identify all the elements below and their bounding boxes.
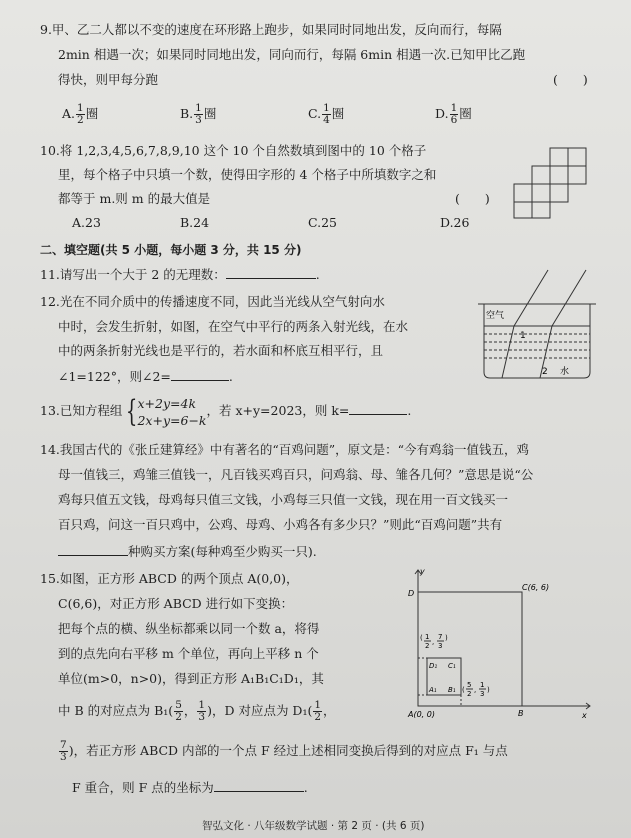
coordinate-figure <box>396 566 596 718</box>
q11-answer-blank[interactable] <box>226 266 316 279</box>
q12-text: ∠1=122°，则∠2= <box>58 369 171 384</box>
option-label: D. <box>435 106 449 121</box>
x-axis-label: x <box>582 711 587 718</box>
point-b-label: B <box>518 709 524 718</box>
q9-line3: 得快，则甲每分跑 <box>58 72 159 87</box>
fraction: $\frac{1}{2}$ <box>77 102 84 126</box>
b1-coord-label <box>462 681 490 698</box>
q15-text-2: )，D 对应点为 D₁( <box>207 703 313 718</box>
page-footer: 智弘文化 · 八年级数学试题 · 第 2 页 · (共 6 页) <box>202 820 425 832</box>
fraction: $\frac{1}{3}$ <box>198 699 206 723</box>
q15-text: 中 B 的对应点为 B₁( <box>58 703 174 718</box>
comma: ， <box>183 703 197 718</box>
q10-line3: 都等于 m.则 m 的最大值是 <box>58 191 211 206</box>
svg-text:): ) <box>445 634 448 642</box>
q9-option-d[interactable] <box>435 103 472 126</box>
q15-line8 <box>72 779 308 796</box>
equation-2: 2x+y=6−k <box>137 412 207 428</box>
period: . <box>303 780 308 795</box>
q15-answer-blank[interactable] <box>214 779 304 792</box>
q12-answer-blank[interactable] <box>171 368 229 381</box>
q14-line5 <box>58 543 317 560</box>
option-unit: 圈 <box>85 106 99 121</box>
point-d-label: D <box>408 589 415 598</box>
svg-text:2: 2 <box>425 642 430 650</box>
svg-text:2: 2 <box>467 690 472 698</box>
q9-line2: 2min 相遇一次；如果同时同地出发，同向而行，每隔 6min 相遇一次.已知甲比乙跑 <box>58 47 526 62</box>
q10-option-a[interactable]: A.23 <box>72 215 101 230</box>
q10-option-c[interactable]: C.25 <box>308 215 337 230</box>
q14-line3: 鸡每只值五文钱，母鸡每只值三文钱，小鸡每三只值一文钱，现在用一百文钱买一 <box>58 492 509 507</box>
equation-system <box>137 395 206 429</box>
equation-1: x+2y=4k <box>137 395 197 411</box>
q10-option-b[interactable]: B.24 <box>180 215 210 230</box>
q12-line3: 中的两条折射光线也是平行的，若水面和杯底互相平行，且 <box>58 343 384 358</box>
q15-text-4: F 重合，则 F 点的坐标为 <box>72 780 214 795</box>
q12-line1: 12.光在不同介质中的传播速度不同，因此当光线从空气射向水 <box>40 294 385 309</box>
q11-text: 11.请写出一个大于 2 的无理数： <box>40 267 226 282</box>
fraction: $\frac{5}{2}$ <box>175 699 182 723</box>
angle-1-label: 1 <box>520 331 526 341</box>
q9-option-c[interactable] <box>308 103 344 126</box>
q9-answer-paren: ( ) <box>553 72 588 87</box>
point-c1-label: C₁ <box>448 662 456 670</box>
fraction: $\frac{7}{3}$ <box>60 739 67 763</box>
svg-text:1: 1 <box>480 681 485 689</box>
fraction: $\frac{1}{6}$ <box>450 102 458 126</box>
refraction-figure <box>476 268 598 388</box>
fraction: $\frac{1}{4}$ <box>323 102 330 126</box>
svg-text:3: 3 <box>480 690 485 698</box>
q10-line1: 10.将 1,2,3,4,5,6,7,8,9,10 这个 10 个自然数填到图中的 10 个格子 <box>40 143 427 158</box>
q14-text: 种购买方案(每种鸡至少购买一只). <box>128 544 317 559</box>
q15-line5: 单位(m>0，n>0)，得到正方形 A₁B₁C₁D₁，其 <box>58 671 324 686</box>
q15-line1: 15.如图，正方形 ABCD 的两个顶点 A(0,0)， <box>40 571 299 586</box>
brace: { <box>126 393 138 429</box>
q15-line4: 到的点先向右平移 m 个单位，再向上平移 n 个 <box>58 646 319 661</box>
fraction: $\frac{1}{3}$ <box>195 102 202 126</box>
q14-line2: 母一值钱三，鸡雏三值钱一，凡百钱买鸡百只，问鸡翁、母、雏各几何？”意思是说“公 <box>58 467 534 482</box>
q9-option-a[interactable] <box>62 103 98 126</box>
svg-text:(: ( <box>420 634 423 642</box>
d1-coord-label <box>420 633 448 650</box>
q10-line2: 里，每个格子中只填一个数，使得田字形的 4 个格子中所填数字之和 <box>58 167 437 182</box>
period: . <box>407 403 412 418</box>
svg-text:7: 7 <box>438 633 443 641</box>
label-water: 水 <box>560 367 570 377</box>
q14-line4: 百只鸡，问这一百只鸡中，公鸡、母鸡、小鸡各有多少只？”则此“百鸡问题”共有 <box>58 517 503 532</box>
section-heading: 二、填空题(共 5 小题，每小题 3 分，共 15 分) <box>40 243 302 257</box>
q9-option-b[interactable] <box>180 103 216 126</box>
period: . <box>315 267 320 282</box>
grid-figure <box>512 147 588 219</box>
option-label: A. <box>62 106 76 121</box>
y-axis-label: y <box>420 567 425 576</box>
period: . <box>228 369 233 384</box>
point-d1-label: D₁ <box>429 662 438 670</box>
option-label: B. <box>180 106 194 121</box>
q15-line3: 把每个点的横、纵坐标都乘以同一个数 a，将得 <box>58 621 320 636</box>
q13-line <box>40 393 411 429</box>
q15-line7 <box>58 738 508 764</box>
svg-text:1: 1 <box>425 633 430 641</box>
svg-text:,: , <box>474 686 477 694</box>
q10-answer-paren: ( ) <box>455 191 490 206</box>
fraction: $\frac{1}{2}$ <box>314 699 322 723</box>
q15-line6 <box>58 698 336 724</box>
q9-line1: 9.甲、乙二人都以不变的速度在环形路上跑步，如果同时同地出发，反向而行，每隔 <box>40 22 502 37</box>
svg-text:3: 3 <box>438 642 443 650</box>
q14-answer-blank[interactable] <box>58 543 128 556</box>
q13-text: 13.已知方程组 <box>40 403 123 418</box>
q15-line2: C(6,6)，对正方形 ABCD 进行如下变换： <box>58 596 294 611</box>
svg-text:): ) <box>487 686 490 694</box>
label-air: 空气 <box>486 311 505 321</box>
q14-line1: 14.我国古代的《张丘建算经》中有著名的“百鸡问题”，原文是：“今有鸡翁一值钱五，鸡 <box>40 442 530 457</box>
point-b1-label: B₁ <box>448 686 456 694</box>
point-a-label: A(0, 0) <box>408 710 435 718</box>
svg-text:(: ( <box>462 686 465 694</box>
comma: ， <box>323 703 336 718</box>
q13-text-2: ，若 x+y=2023，则 k= <box>206 403 350 418</box>
q10-option-d[interactable]: D.26 <box>440 215 470 230</box>
point-c-label: C(6, 6) <box>522 583 550 592</box>
q11-line <box>40 266 320 283</box>
svg-text:5: 5 <box>467 681 472 689</box>
svg-text:,: , <box>432 638 435 646</box>
option-unit: 圈 <box>459 106 472 121</box>
q13-answer-blank[interactable] <box>349 402 407 415</box>
q12-line2: 中时，会发生折射，如图，在空气中平行的两条入射光线，在水 <box>58 319 409 334</box>
option-unit: 圈 <box>203 106 217 121</box>
angle-2-label: 2 <box>542 367 548 377</box>
q15-text-3: )，若正方形 ABCD 内部的一个点 F 经过上述相同变换后得到的对应点 F₁ 与点 <box>68 743 508 758</box>
option-unit: 圈 <box>331 106 345 121</box>
point-a1-label: A₁ <box>429 686 437 694</box>
q12-line4 <box>58 368 233 385</box>
option-label: C. <box>308 106 322 121</box>
